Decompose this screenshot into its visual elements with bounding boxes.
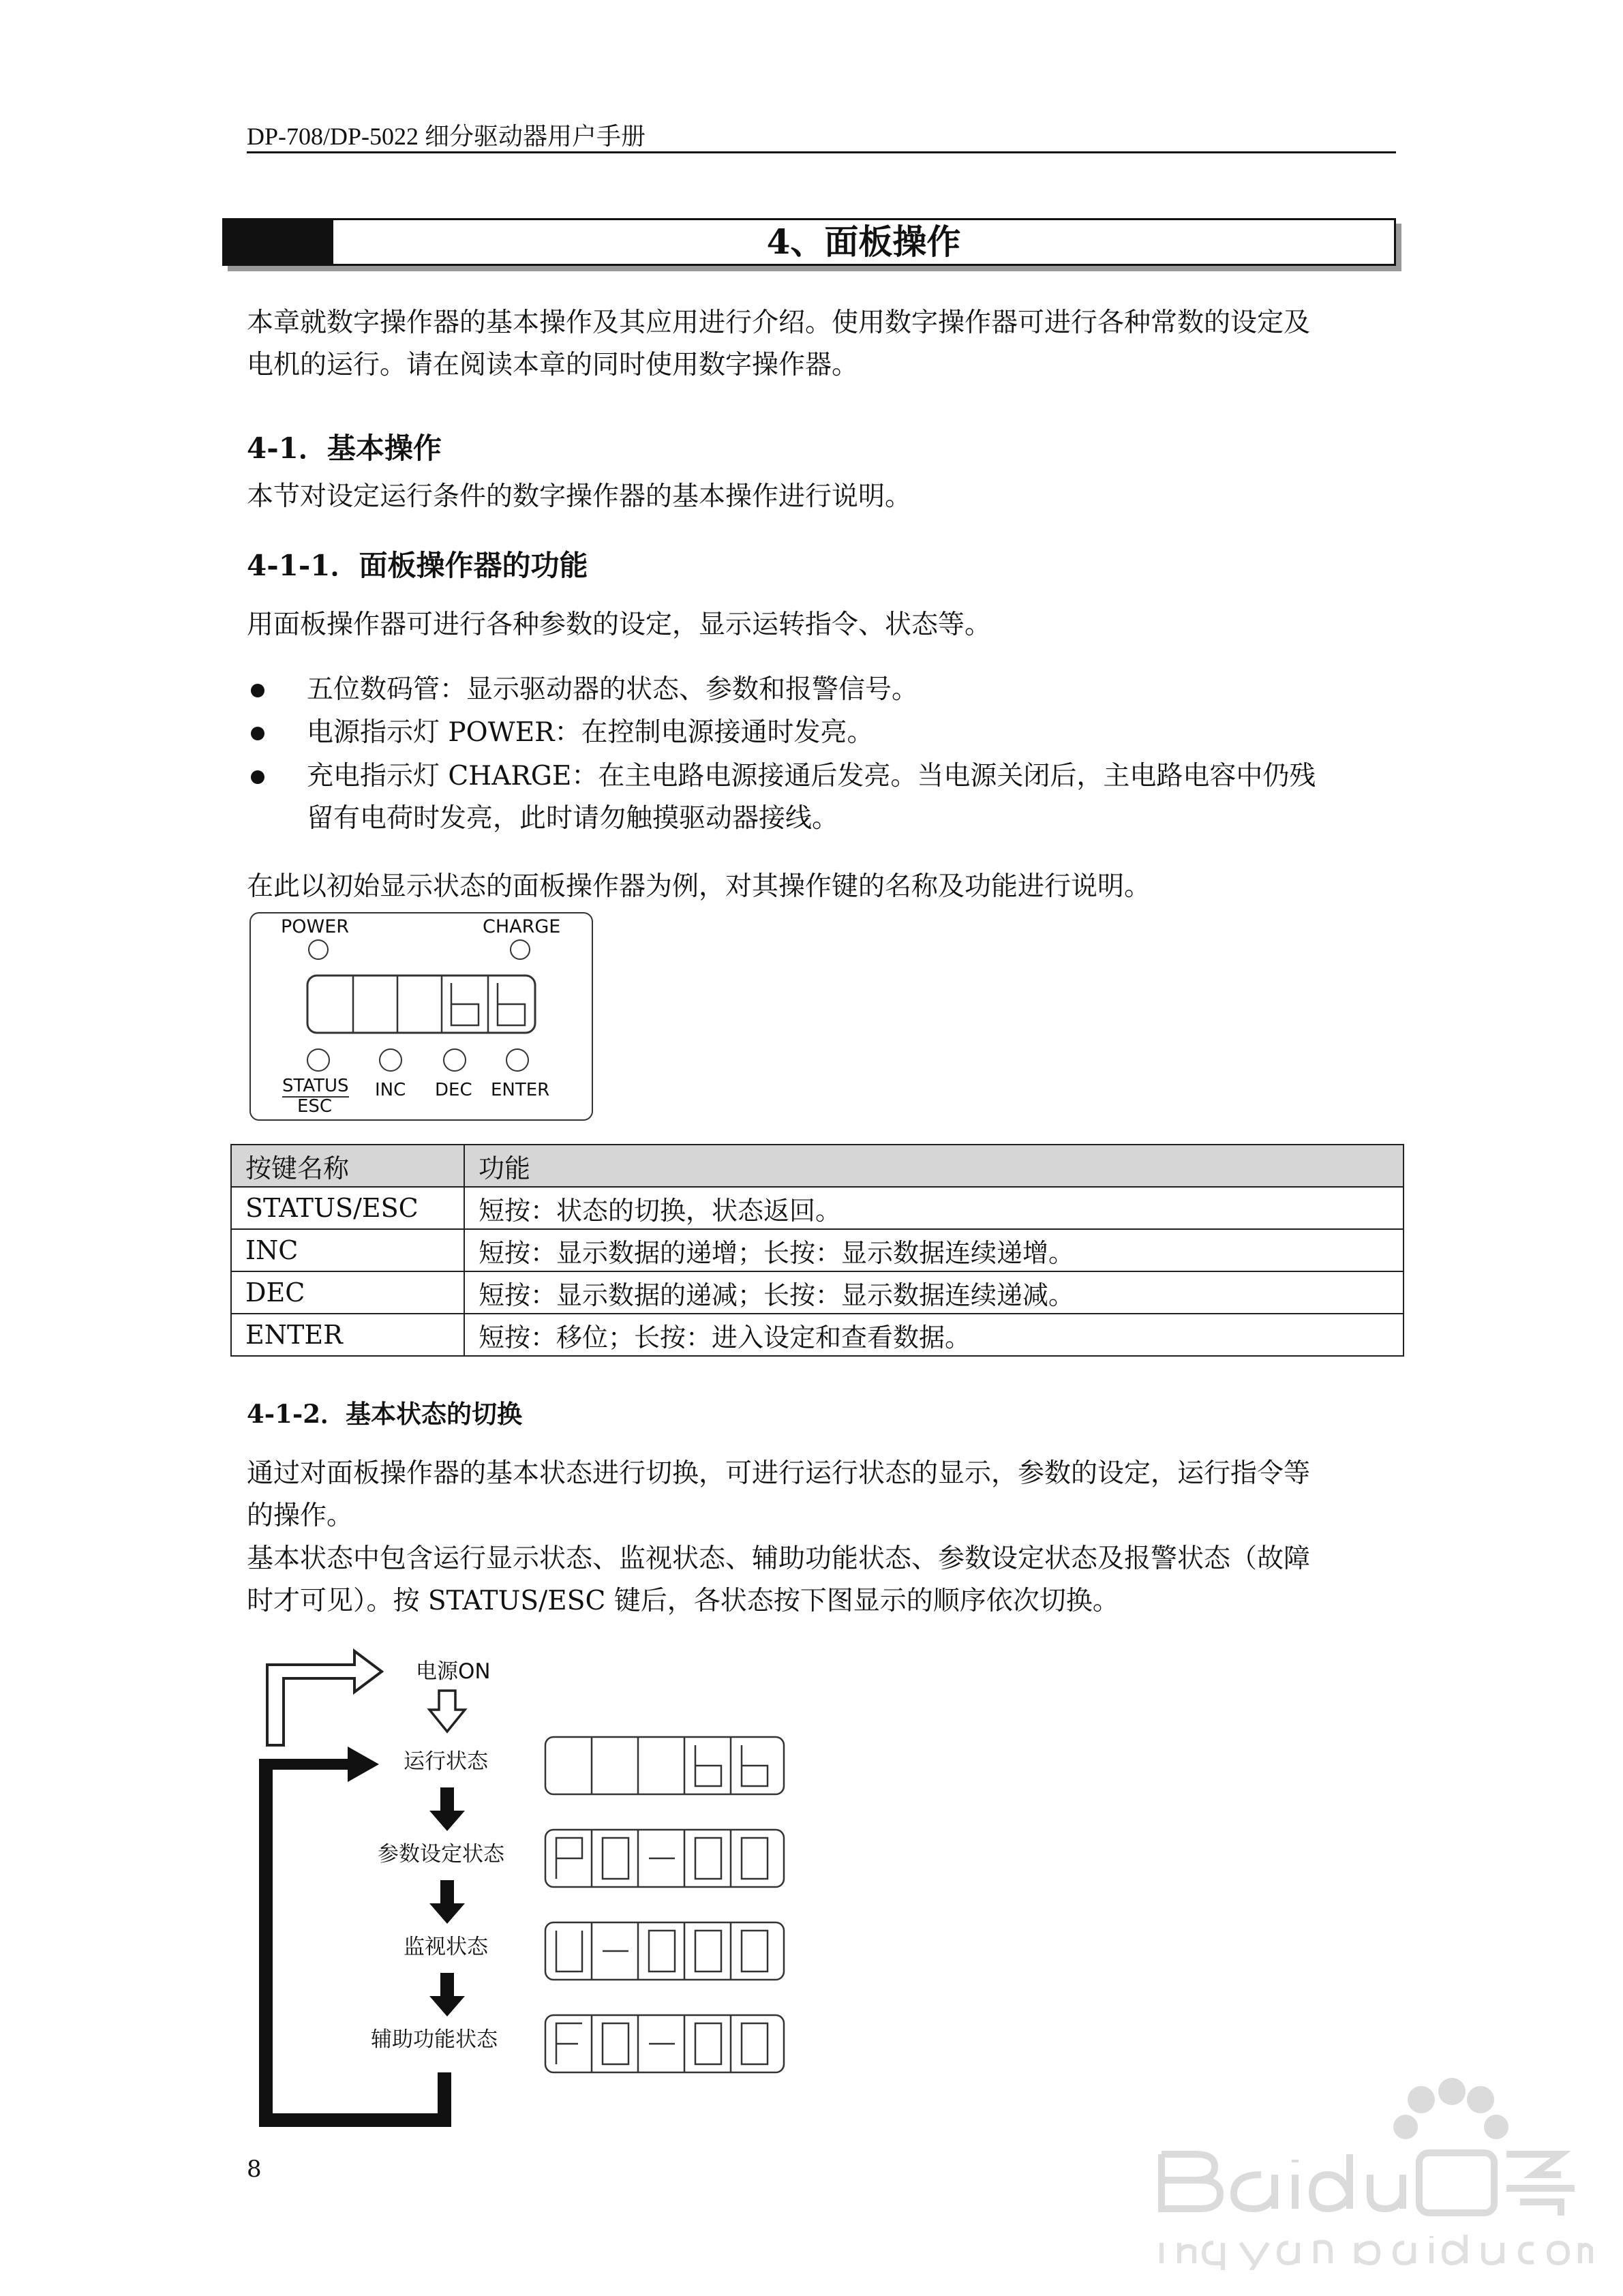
table-cell-function: 短按：移位；长按：进入设定和查看数据。 (464, 1314, 1404, 1356)
running-header: DP-708/DP-5022 细分驱动器用户手册 (247, 123, 646, 150)
status-key-label: STATUS (282, 1076, 349, 1096)
panel-seven-seg-display (305, 973, 537, 1036)
charge-led (510, 939, 530, 960)
display-aux-state (545, 2015, 784, 2072)
solid-down-arrow (429, 1880, 465, 1924)
display-monitor-state (545, 1922, 784, 1980)
intro-line-1: 本章就数字操作器的基本操作及其应用进行介绍。使用数字操作器可进行各种常数的设定及 (247, 307, 1311, 338)
page-number: 8 (247, 2156, 262, 2183)
table-cell-function: 短按：状态的切换，状态返回。 (464, 1187, 1404, 1229)
solid-down-arrow (429, 1787, 465, 1831)
bullet-dot (251, 770, 264, 784)
enter-key[interactable] (506, 1048, 529, 1072)
table-cell-function: 短按：显示数据的递减；长按：显示数据连续递减。 (464, 1271, 1404, 1314)
state-label-param: 参数设定状态 (378, 1842, 504, 1867)
table-cell-key: INC (231, 1229, 464, 1271)
table-cell-function: 短按：显示数据的递增；长按：显示数据连续递增。 (464, 1229, 1404, 1271)
chapter-title: 4、面板操作 (766, 222, 961, 262)
table-row (231, 1229, 1404, 1271)
baidu-watermark-logo (1152, 2072, 1595, 2270)
power-on-label: 电源ON (416, 1659, 491, 1684)
table-header-row (231, 1145, 1404, 1187)
hollow-down-arrow (429, 1691, 465, 1732)
panel-figure (249, 912, 593, 1121)
enter-key-label: ENTER (491, 1080, 550, 1100)
table-header-function: 功能 (464, 1145, 1404, 1187)
table-row (231, 1187, 1404, 1229)
section-4-1-1-text: 用面板操作器可进行各种参数的设定，显示运转指令、状态等。 (247, 609, 992, 640)
bullet-dot (251, 727, 264, 740)
dec-key-label: DEC (435, 1080, 472, 1100)
section-4-1-heading: 4-1．基本操作 (247, 432, 442, 465)
inc-key[interactable] (379, 1048, 402, 1072)
display-run-state (545, 1737, 784, 1794)
table-row (231, 1314, 1404, 1356)
section-4-1-2-p1-line1: 通过对面板操作器的基本状态进行切换，可进行运行状态的显示，参数的设定，运行指令等 (247, 1458, 1311, 1489)
section-4-1-2-p2-line2: 时才可见）。按 STATUS/ESC 键后，各状态按下图显示的顺序依次切换。 (247, 1586, 1119, 1616)
chapter-title-box (222, 218, 1396, 266)
state-label-run: 运行状态 (404, 1749, 488, 1774)
chapter-title-black-block (224, 220, 333, 264)
solid-down-arrow (429, 1973, 465, 2016)
inc-key-label: INC (375, 1080, 406, 1100)
status-esc-key[interactable] (307, 1048, 330, 1072)
table-header-key-name: 按键名称 (231, 1145, 464, 1187)
dec-key[interactable] (443, 1048, 466, 1072)
header-rule (247, 151, 1396, 153)
key-function-table (230, 1144, 1404, 1357)
table-cell-key: DEC (231, 1271, 464, 1314)
esc-key-label: ESC (297, 1096, 333, 1117)
display-param-state (545, 1830, 784, 1887)
state-label-monitor: 监视状态 (404, 1935, 488, 1959)
intro-line-2: 电机的运行。请在阅读本章的同时使用数字操作器。 (247, 350, 859, 380)
state-flow-diagram (245, 1636, 804, 2141)
bullet-dot (251, 684, 264, 697)
bullet-item-power: 电源指示灯 POWER：在控制电源接通时发亮。 (307, 717, 874, 748)
section-4-1-2-p2-line1: 基本状态中包含运行显示状态、监视状态、辅助功能状态、参数设定状态及报警状态（故障 (247, 1543, 1311, 1574)
panel-intro-text: 在此以初始显示状态的面板操作器为例，对其操作键的名称及功能进行说明。 (247, 871, 1151, 902)
state-label-aux: 辅助功能状态 (371, 2027, 498, 2052)
section-4-1-2-p1-line2: 的操作。 (247, 1500, 354, 1531)
bullet-item-charge-cont: 留有电荷时发亮，此时请勿触摸驱动器接线。 (307, 803, 839, 834)
power-on-entry-arrow (267, 1651, 382, 1745)
table-cell-key: STATUS/ESC (231, 1187, 464, 1229)
section-4-1-1-heading: 4-1-1．面板操作器的功能 (247, 549, 588, 582)
bullet-item-digits: 五位数码管：显示驱动器的状态、参数和报警信号。 (307, 674, 919, 705)
table-row (231, 1271, 1404, 1314)
power-label: POWER (281, 916, 350, 937)
section-4-1-text: 本节对设定运行条件的数字操作器的基本操作进行说明。 (247, 481, 912, 512)
table-cell-key: ENTER (231, 1314, 464, 1356)
bullet-item-charge: 充电指示灯 CHARGE：在主电路电源接通后发亮。当电源关闭后，主电路电容中仍残 (307, 761, 1316, 791)
charge-label: CHARGE (483, 916, 561, 937)
section-4-1-2-heading: 4-1-2．基本状态的切换 (247, 1399, 522, 1429)
power-led (308, 939, 329, 960)
